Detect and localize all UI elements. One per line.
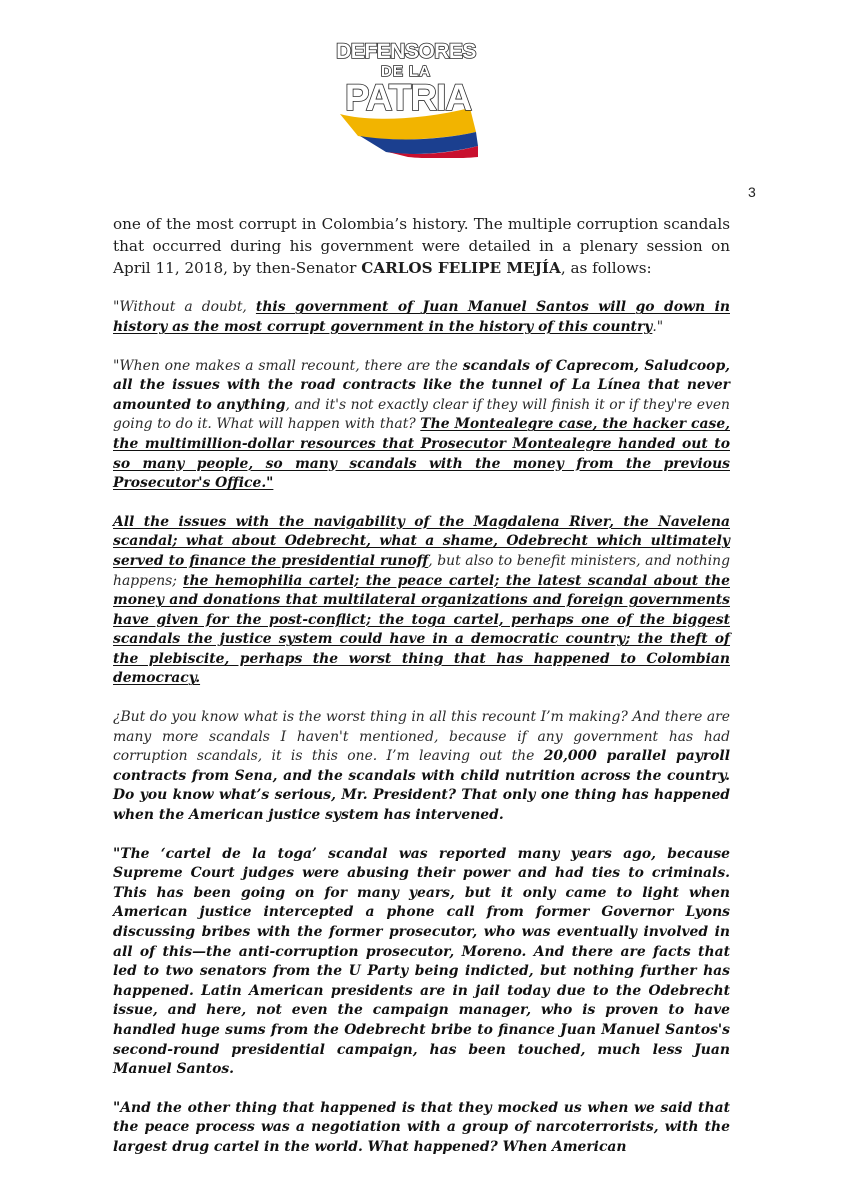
quote-paragraph-2: "When one makes a small recount, there are the scandals of Caprecom, Saludcoop, all the issues with the road contracts like the tunnel of La Línea that never amounted to anything, and it's not exactly clear if they will finish it or if they're even going to do it. What will happen with that? The Montealegre case, the hacker case, the multimillion-dollar resources that Prosecutor Montealegre handed out to so many people, so many scandals with the money from the previous Prosecutor's Office." [113, 357, 730, 492]
quote-paragraph-6: "And the other thing that happened is that they mocked us when we said that the peace process was a negotiation with a group of narcoterrorists, with the largest drug cartel in the world. What happened? When American [113, 1099, 730, 1155]
intro-paragraph: one of the most corrupt in Colombia’s history. The multiple corruption scandals that occurred during his government were detailed in a plenary session on April 11, 2018, by then-Senator CARLOS FELIPE MEJÍA, as follows: [113, 215, 730, 277]
logo-line-2: DE LA [381, 63, 431, 80]
senator-name: CARLOS FELIPE MEJÍA [361, 258, 561, 277]
document-body [113, 214, 730, 1158]
quote-paragraph-4: ¿But do you know what is the worst thing in all this recount I’m making? And there are many more scandals I haven't mentioned, because if any government has had corruption scandals, it is this one. I’m leaving out the 20,000 parallel payroll contracts from Sena, and the scandals with child nutrition across the country. Do you know what’s serious, Mr. President? That only one thing has happened when the American justice system has intervened. [113, 709, 730, 824]
quote-paragraph-3: All the issues with the navigability of the Magdalena River, the Navelena scandal; what about Odebrecht, what a shame, Odebrecht which ultimately served to finance the presidential runoff, but also to benefit ministers, and nothing happens; the hemophilia cartel; the peace cartel; the latest scandal about the money and donations that multilateral organizations and foreign governments have given for the post-conflict; the toga cartel, perhaps one of the biggest scandals the justice system could have in a democratic country; the theft of the plebiscite, perhaps the worst thing that has happened to Colombian democracy. [113, 513, 731, 687]
logo-graphic [330, 36, 482, 158]
logo-line-1: DEFENSORES [336, 40, 476, 63]
logo-line-3: PATRIA [344, 77, 472, 118]
quote-paragraph-5: "The ‘cartel de la toga’ scandal was reported many years ago, because Supreme Court judges were abusing their power and had ties to criminals. This has been going on for many years, but it only came to light when American justice intercepted a phone call from former Governor Lyons discussing bribes with the former prosecutor, who was eventually involved in all of this—the anti-corruption prosecutor, Moreno. And there are facts that led to two senators from the U Party being indicted, but nothing further has happened. Latin American presidents are in jail today due to the Odebrecht issue, and here, not even the campaign manager, who is proven to have handled huge sums from the Odebrecht bribe to finance Juan Manuel Santos's second-round presidential campaign, has been touched, much less Juan Manuel Santos. [113, 845, 730, 1078]
defensores-de-la-patria-logo [330, 36, 482, 158]
quote-paragraph-1: "Without a doubt, this government of Juan Manuel Santos will go down in history as the most corrupt government in the history of this country." [113, 299, 730, 335]
page-number: 3 [748, 184, 756, 200]
